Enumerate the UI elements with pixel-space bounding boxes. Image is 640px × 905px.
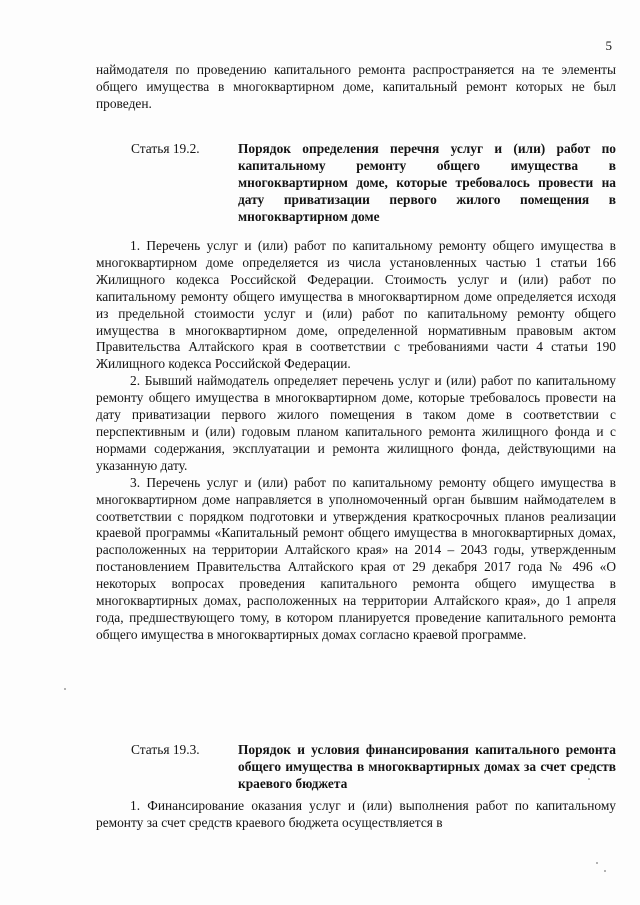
scan-speck [64, 688, 66, 690]
article-19-2-label: Статья 19.2. [131, 141, 200, 156]
scan-speck [588, 778, 590, 780]
intro-paragraph: наймодателя по проведению капитального ремонта распространяется на те элементы общего имущества в многоквартирном доме, капитальный ремонт которых не был проведен. [96, 62, 616, 111]
scan-speck [596, 862, 598, 864]
article-19-3-label: Статья 19.3. [131, 742, 200, 757]
scan-speck [604, 870, 606, 872]
page-number: 5 [605, 38, 612, 53]
article-19-2-paragraph-1: 1. Перечень услуг и (или) работ по капитальному ремонту общего имущества в многоквартирном доме определяется из числа установленных частью 1 статьи 166 Жилищного кодекса Российской Федерации. Стоимость услуг и (или) работ по капитальному ремонту общего имущества в многоквартирном доме определяется исходя из предельной стоимости услуг и (или) работ по капитальному ремонту общего имущества в многоквартирном доме, определенной нормативным правовым актом Правительства Алтайского края в соответствии с требованиями части 4 статьи 190 Жилищного кодекса Российской Федерации. [96, 238, 616, 372]
article-19-2-paragraph-3: 3. Перечень услуг и (или) работ по капитальному ремонту общего имущества в многоквартирном доме направляется в уполномоченный орган бывшим наймодателем в соответствии с порядком подготовки и утверждения краткосрочных планов реализации краевой программы «Капитальный ремонт общего имущества в многоквартирных домах, расположенных на территории Алтайского края» на 2014 – 2043 годы, утвержденным постановлением Правительства Алтайского края от 29 декабря 2017 года № 496 «О некоторых вопросах проведения капитального ремонта общего имущества в многоквартирных домах, расположенных на территории Алтайского края», до 1 апреля года, предшествующего тому, в котором планируется проведение капитального ремонта общего имущества в многоквартирных домах согласно краевой программе. [96, 474, 616, 642]
article-19-2-paragraph-2: 2. Бывший наймодатель определяет перечень услуг и (или) работ по капитальному ремонту общего имущества в многоквартирном доме, которые требовалось провести на дату приватизации первого жилого помещения в таком доме в соответствии с перспективным и (или) годовым планом капитального ремонта жилищного фонда и с нормами содержания, эксплуатации и ремонта жилищного фонда, действующими на указанную дату. [96, 373, 616, 473]
article-19-2-title: Порядок определения перечня услуг и (или) работ по капитальному ремонту общего имущества в многоквартирном доме, которые требовалось провести на дату приватизации первого жилого помещения в многоквартирном доме [238, 141, 616, 224]
article-19-3-title: Порядок и условия финансирования капитального ремонта общего имущества в многоквартирных домах за счет средств краевого бюджета [238, 742, 616, 791]
article-19-3-paragraph-1: 1. Финансирование оказания услуг и (или) выполнения работ по капитальному ремонту за счет средств краевого бюджета осуществляется в [96, 798, 616, 830]
article-19-2-body [96, 238, 616, 644]
article-19-3-body [96, 798, 616, 832]
